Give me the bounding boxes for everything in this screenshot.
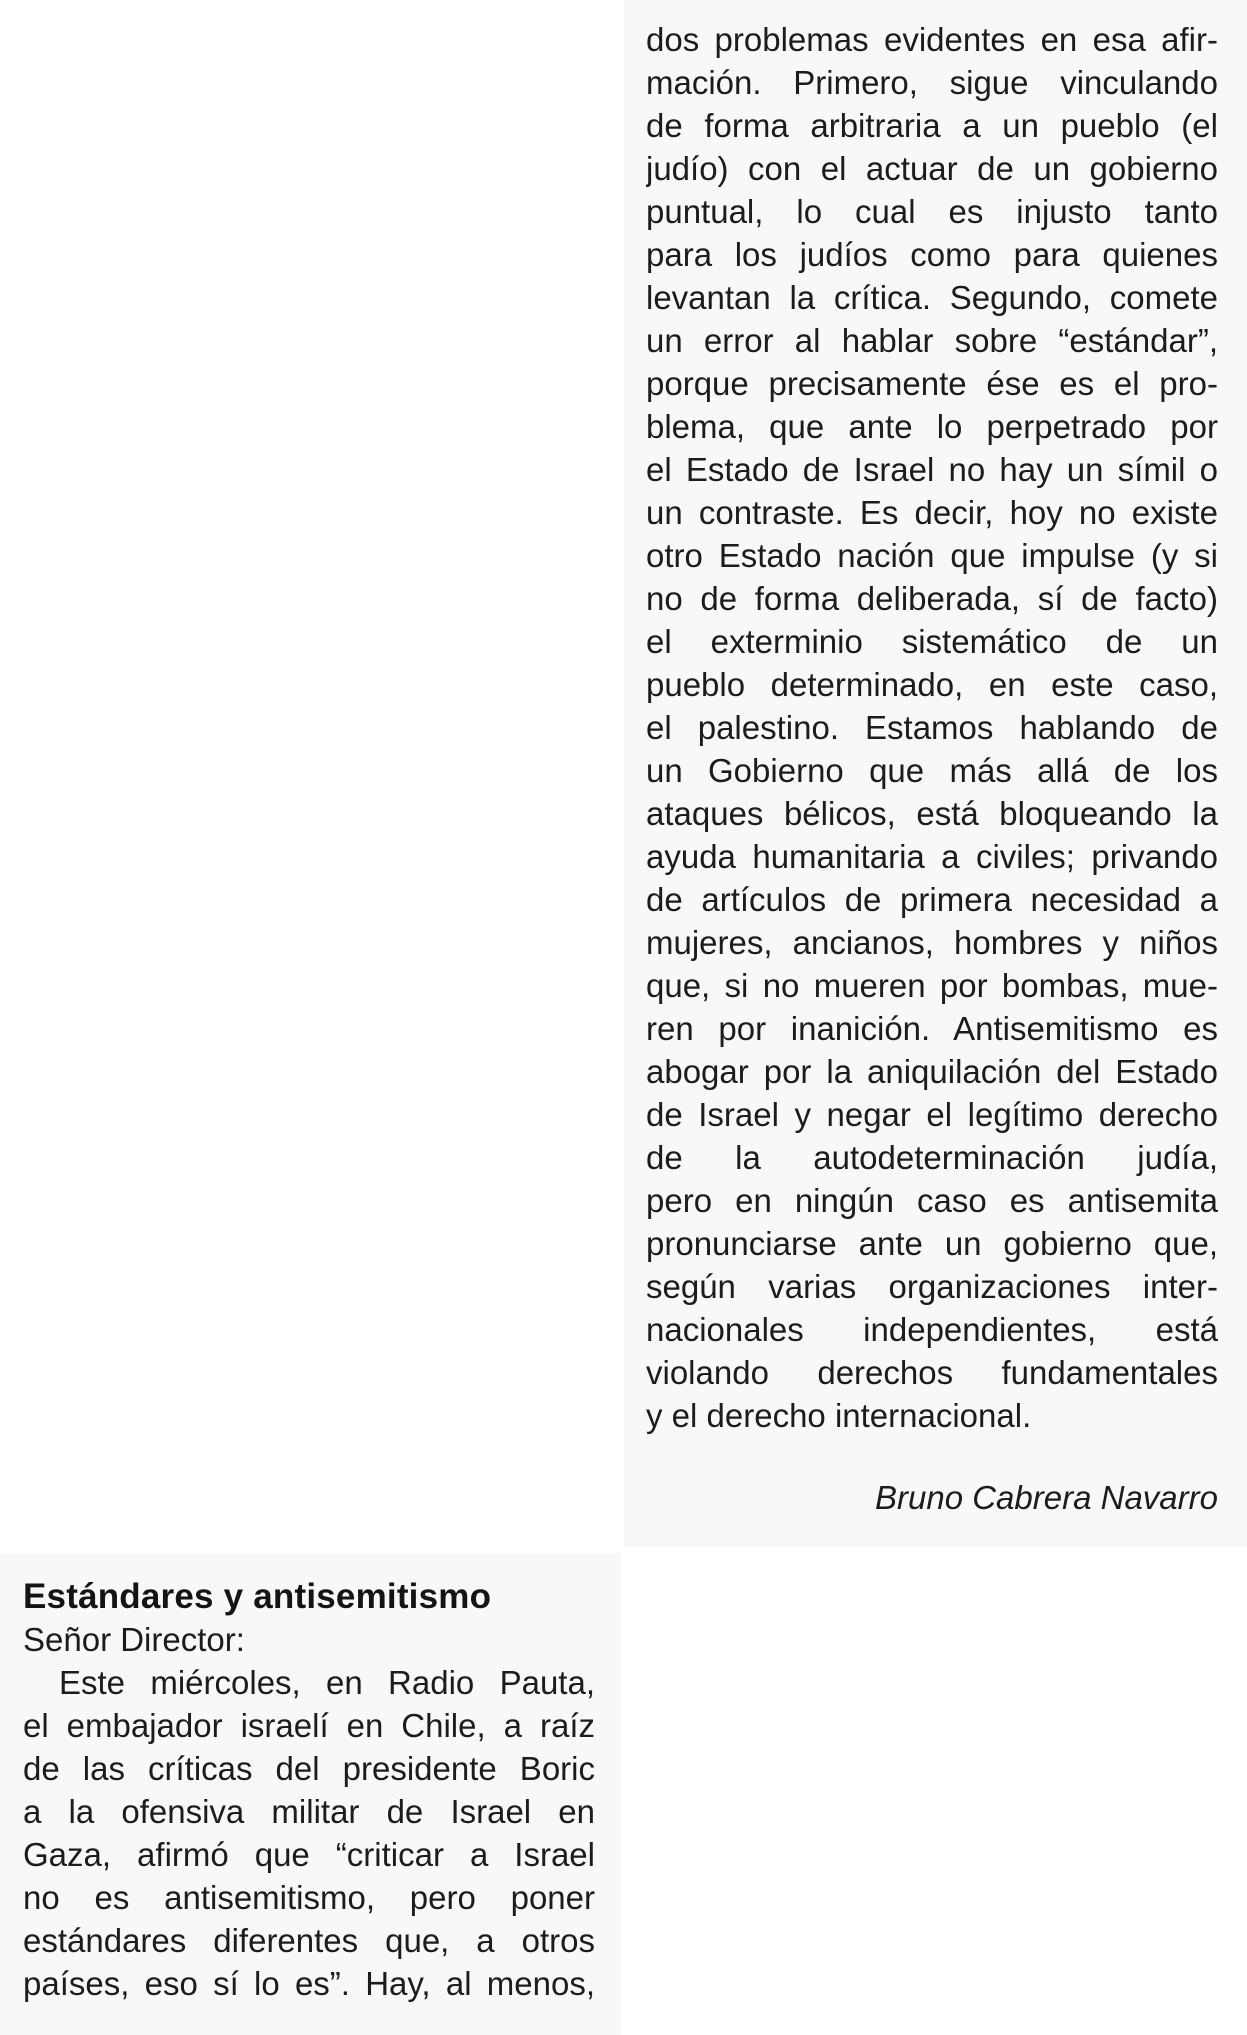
body-text-line: judío) con el actuar de un gobierno (646, 150, 1218, 187)
body-text-line: un contraste. Es decir, hoy no existe (646, 494, 1218, 531)
body-text-line: de artículos de primera necesidad a (646, 881, 1218, 918)
salutation: Señor Director: (23, 1621, 245, 1658)
body-text-line: de Israel y negar el legítimo derecho (646, 1096, 1218, 1133)
body-text-line: el Estado de Israel no hay un símil o (646, 451, 1218, 488)
body-text-line: levantan la crítica. Segundo, comete (646, 279, 1218, 316)
body-text-line: el palestino. Estamos hablando de (646, 709, 1218, 746)
body-text-line: dos problemas evidentes en esa afir- (646, 21, 1218, 58)
body-text-line: de forma arbitraria a un pueblo (el (646, 107, 1218, 144)
body-text-line: estándares diferentes que, a otros (23, 1922, 595, 1959)
body-text-line: ayuda humanitaria a civiles; privando (646, 838, 1218, 875)
body-text-line: nacionales independientes, está (646, 1311, 1218, 1348)
body-text-line: el embajador israelí en Chile, a raíz (23, 1707, 595, 1744)
body-text-line: no de forma deliberada, sí de facto) (646, 580, 1218, 617)
body-text-line: un error al hablar sobre “estándar”, (646, 322, 1218, 359)
body-text-line: a la ofensiva militar de Israel en (23, 1793, 595, 1830)
author-signature: Bruno Cabrera Navarro (875, 1479, 1218, 1516)
body-text-line: ataques bélicos, está bloqueando la (646, 795, 1218, 832)
body-text-line: ren por inanición. Antisemitismo es (646, 1010, 1218, 1047)
body-text-line: blema, que ante lo perpetrado por (646, 408, 1218, 445)
body-text-line: no es antisemitismo, pero poner (23, 1879, 595, 1916)
letter-continuation-column (646, 18, 1218, 1437)
body-text-line: Gaza, afirmó que “criticar a Israel (23, 1836, 595, 1873)
body-text-line: puntual, lo cual es injusto tanto (646, 193, 1218, 230)
body-text-line: mación. Primero, sigue vinculando (646, 64, 1218, 101)
body-text-line: un Gobierno que más allá de los (646, 752, 1218, 789)
body-text-line: países, eso sí lo es”. Hay, al menos, (23, 1965, 595, 2002)
letter-heading: Estándares y antisemitismo (23, 1577, 492, 1616)
body-text-line: de las críticas del presidente Boric (23, 1750, 595, 1787)
body-text-line: pronunciarse ante un gobierno que, (646, 1225, 1218, 1262)
body-text-line: abogar por la aniquilación del Estado (646, 1053, 1218, 1090)
body-text-line: Este miércoles, en Radio Pauta, (59, 1664, 595, 1701)
body-text-line: porque precisamente ése es el pro- (646, 365, 1218, 402)
body-text-line: violando derechos fundamentales (646, 1354, 1218, 1391)
body-text-line: pueblo determinado, en este caso, (646, 666, 1218, 703)
body-text-line: y el derecho internacional. (646, 1397, 1032, 1434)
body-text-line: que, si no mueren por bombas, mue- (646, 967, 1218, 1004)
body-text-line: según varias organizaciones inter- (646, 1268, 1218, 1305)
body-text-line: mujeres, ancianos, hombres y niños (646, 924, 1218, 961)
body-text-line: el exterminio sistemático de un (646, 623, 1218, 660)
body-text-line: pero en ningún caso es antisemita (646, 1182, 1218, 1219)
letter-start-column (23, 1575, 595, 2005)
body-text-line: otro Estado nación que impulse (y si (646, 537, 1218, 574)
body-text-line: de la autodeterminación judía, (646, 1139, 1218, 1176)
body-text-line: para los judíos como para quienes (646, 236, 1218, 273)
